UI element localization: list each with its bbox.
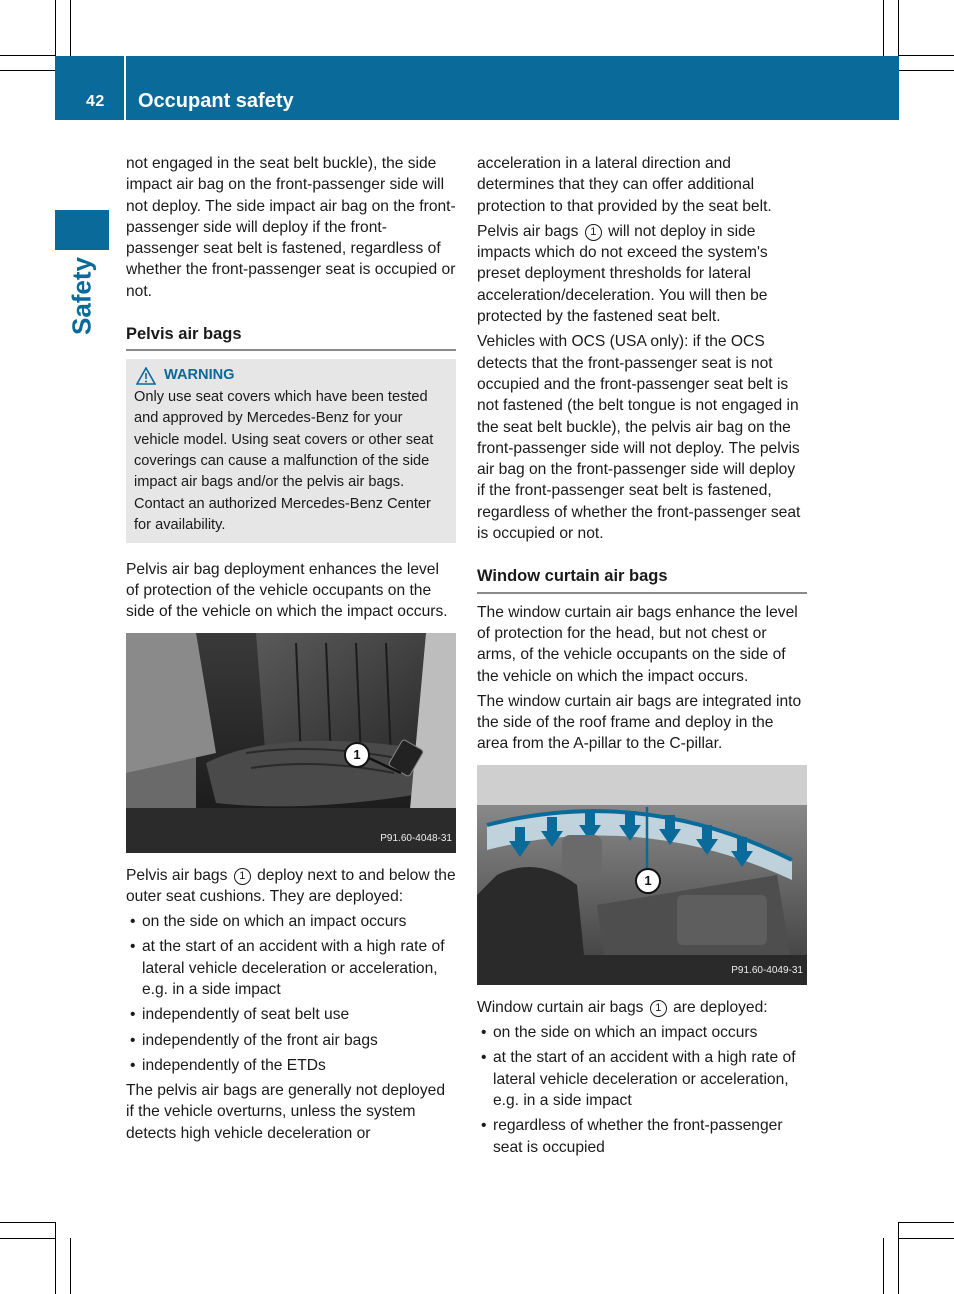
threshold-paragraph [477,221,807,327]
page-title: Occupant safety [138,90,294,112]
crop-mark [0,70,56,71]
list-item: • regardless of whether the front-passenger seat is occupied [477,1115,807,1158]
callout-ref: 1 [585,224,602,241]
crop-mark [883,0,884,56]
left-column [126,153,456,1148]
text-span: deploy next to and below the outer seat cushions. They are deployed: [126,866,456,905]
ocs-paragraph: Vehicles with OCS (USA only): if the OCS detects that the front-passenger seat is not occupied and the front-passenger seat belt is not fastened (the belt tongue is not engaged in the seat belt buckle), the pelvis air bag on the front-passenger side will not deploy. The pelvis air bag on the front-passenger side will deploy if the front-passenger seat belt is fastened, regardless of whether the front-passenger seat is occupied or not. [477,333,801,543]
photo-code: P91.60-4049-31 [731,965,803,977]
curtain-heading: Window curtain air bags [477,566,807,593]
callout-ref: 1 [234,868,251,885]
list-item: • on the side on which an impact occurs [477,1022,807,1043]
after-image-paragraph [126,865,456,908]
crop-mark [883,1238,884,1294]
text-span: will not deploy in side impacts which do not exceed the system's preset deployment thresholds for lateral acceleration/deceleration. You will then be protected by the fastened seat belt. [477,222,768,326]
warning-box [126,359,456,542]
list-item: • on the side on which an impact occurs [126,911,456,932]
photo-code: P91.60-4048-31 [380,833,452,845]
curtain-conditions-list [477,1022,807,1158]
list-item: • independently of the front air bags [126,1030,456,1051]
text-span: Window curtain air bags [477,998,644,1016]
warning-title: WARNING [164,367,235,384]
crop-mark [898,70,954,71]
curtain-airbag-photo [477,765,807,985]
list-item: • at the start of an accident with a high rate of lateral vehicle deceleration or acceleration, e.g. in a side impact [477,1047,807,1111]
crop-mark [0,1238,56,1239]
text-span: are deployed: [673,998,768,1016]
crop-mark [70,1238,71,1294]
header-divider [124,56,126,120]
crop-mark [898,1222,899,1294]
intro-paragraph: not engaged in the seat belt buckle), the side impact air bag on the front-passenger side will not deploy. The side impact air bag on the front-passenger side will deploy if the front-passenger seat belt is fastened, regardless of whether the front-passenger seat is occupied or not. [126,155,456,300]
list-item: • independently of seat belt use [126,1004,456,1025]
crop-mark [0,55,56,56]
callout-1: 1 [344,742,370,768]
crop-mark [898,1222,954,1223]
warning-triangle-icon [136,367,156,385]
deploy-conditions-list [126,911,456,1076]
pelvis-airbag-photo [126,633,456,853]
page-number: 42 [86,93,105,110]
seat-illustration [126,633,456,853]
deploy-paragraph: Pelvis air bag deployment enhances the level of protection of the vehicle occupants on the side of the vehicle on which the impact occurs. [126,560,448,621]
curtain-paragraph-2: The window curtain air bags are integrated into the side of the roof frame and deploy in the area from the A-pillar to the C-pillar. [477,692,802,753]
after-image-paragraph [477,997,807,1018]
section-tab [55,210,109,250]
closing-paragraph: The pelvis air bags are generally not deployed if the vehicle overturns, unless the system detects high vehicle deceleration or [126,1082,446,1142]
list-item: • at the start of an accident with a high rate of lateral vehicle deceleration or acceleration, e.g. in a side impact [126,936,456,1000]
crop-mark [70,0,71,56]
curtain-paragraph-1: The window curtain air bags enhance the level of protection for the head, but not chest or arms, of the vehicle occupants on the side of the vehicle on which the impact occurs. [477,603,798,685]
crop-mark [55,1222,56,1294]
crop-mark [898,1238,954,1239]
pelvis-heading: Pelvis air bags [126,324,456,351]
warning-title-row [136,365,448,386]
text-span: Pelvis air bags [126,866,228,884]
crop-mark [898,55,954,56]
callout-ref: 1 [650,1000,667,1017]
callout-1: 1 [635,868,661,894]
section-side-label: Safety [66,256,97,336]
warning-text: Only use seat covers which have been tested and approved by Mercedes-Benz for your vehicle model. Using seat covers or other seat coverings can cause a malfunction of the side impact air bags and/or the pelvis air bags. Contact an authorized Mercedes-Benz Center for availability. [134,388,434,534]
intro-paragraph: acceleration in a lateral direction and determines that they can offer additional protection to that provided by the seat belt. [477,155,772,215]
crop-mark [0,1222,56,1223]
right-column [477,153,807,1162]
text-span: Pelvis air bags [477,222,579,240]
list-item: • independently of the ETDs [126,1055,456,1076]
